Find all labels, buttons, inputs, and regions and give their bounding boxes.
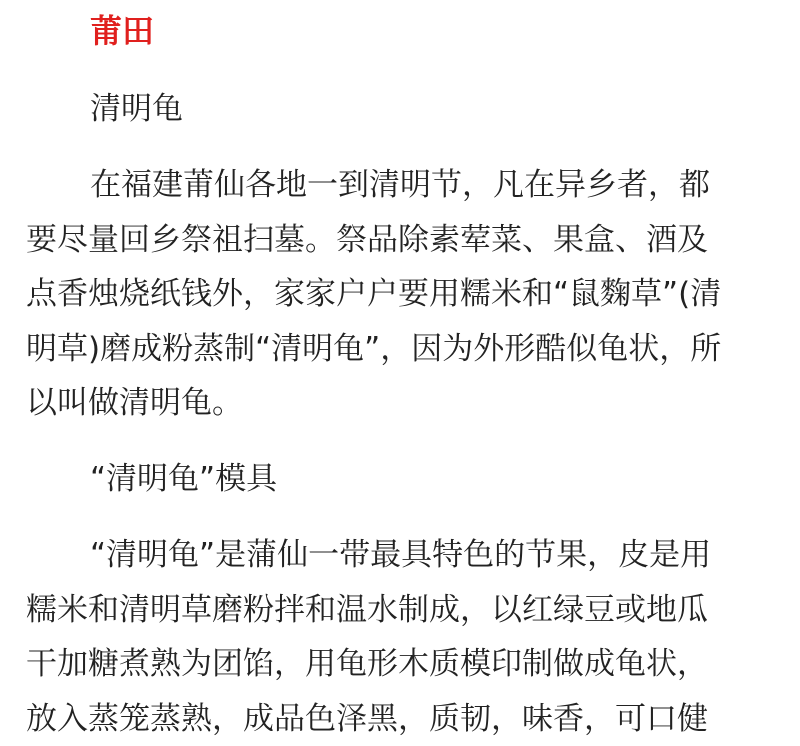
paragraph-mold (26, 528, 776, 746)
paragraph-line: 要尽量回乡祭祖扫墓。祭品除素荤菜、果盒、酒及 (26, 213, 776, 268)
paragraph-line: 点香烛烧纸钱外，家家户户要用糯米和“鼠麴草”(清 (26, 267, 776, 322)
paragraph-line: “清明龟”是蒲仙一带最具特色的节果，皮是用 (26, 528, 776, 583)
paragraph-line: 干加糖煮熟为团馅，用龟形木质模印制做成龟状， (26, 637, 776, 692)
paragraph-qingming-gui (26, 158, 776, 431)
paragraph-line: 明草)磨成粉蒸制“清明龟”，因为外形酷似龟状，所 (26, 322, 776, 377)
paragraph-line: 以叫做清明龟。 (26, 376, 776, 431)
region-title: 莆田 (90, 8, 154, 54)
paragraph-line: 糯米和清明草磨粉拌和温水制成，以红绿豆或地瓜 (26, 583, 776, 638)
section-subtitle-mold: “清明龟”模具 (90, 456, 277, 502)
paragraph-line: 放入蒸笼蒸熟，成品色泽黑，质韧，味香，可口健 (26, 692, 776, 746)
section-subtitle-qingming-gui: 清明龟 (90, 86, 183, 132)
paragraph-line: 在福建莆仙各地一到清明节，凡在异乡者，都 (26, 158, 776, 213)
